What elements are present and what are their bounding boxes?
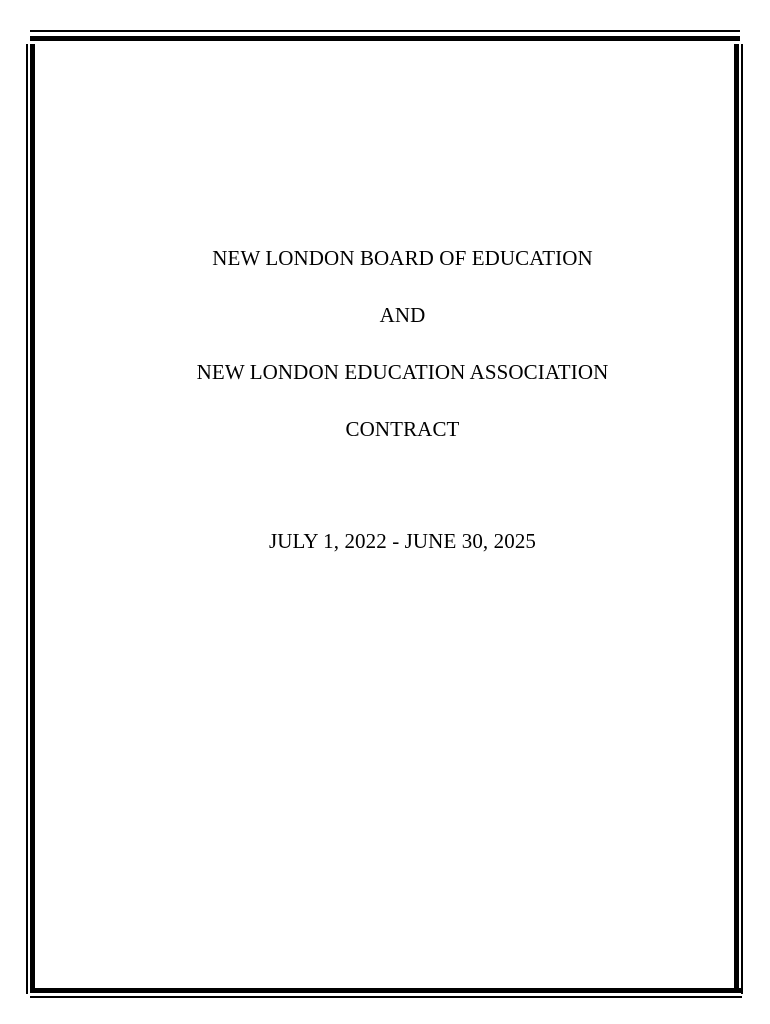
title-line-2-text: AND bbox=[379, 303, 426, 327]
contract-term-dates bbox=[35, 529, 770, 554]
term-text: JULY 1, 2022 - JUNE 30, 2025 bbox=[268, 529, 537, 553]
title-conjunction bbox=[35, 303, 770, 328]
border-right-thin-line bbox=[741, 44, 743, 994]
border-bottom-thick-line bbox=[30, 988, 742, 993]
border-left-thick-line bbox=[30, 44, 35, 990]
title-line-1-text: NEW LONDON BOARD OF EDUCATION bbox=[212, 246, 593, 270]
title-contract bbox=[35, 417, 770, 442]
title-education-association bbox=[35, 360, 770, 385]
title-line-4-text: CONTRACT bbox=[345, 417, 460, 441]
border-top-thick-line bbox=[30, 36, 740, 41]
border-left-thin-line bbox=[26, 44, 28, 994]
border-bottom-thin-line bbox=[30, 996, 742, 998]
title-line-3-text: NEW LONDON EDUCATION ASSOCIATION bbox=[196, 360, 609, 384]
border-top-thin-line bbox=[30, 30, 740, 32]
title-board-of-education bbox=[35, 246, 770, 271]
border-right-thick-line bbox=[734, 44, 739, 990]
